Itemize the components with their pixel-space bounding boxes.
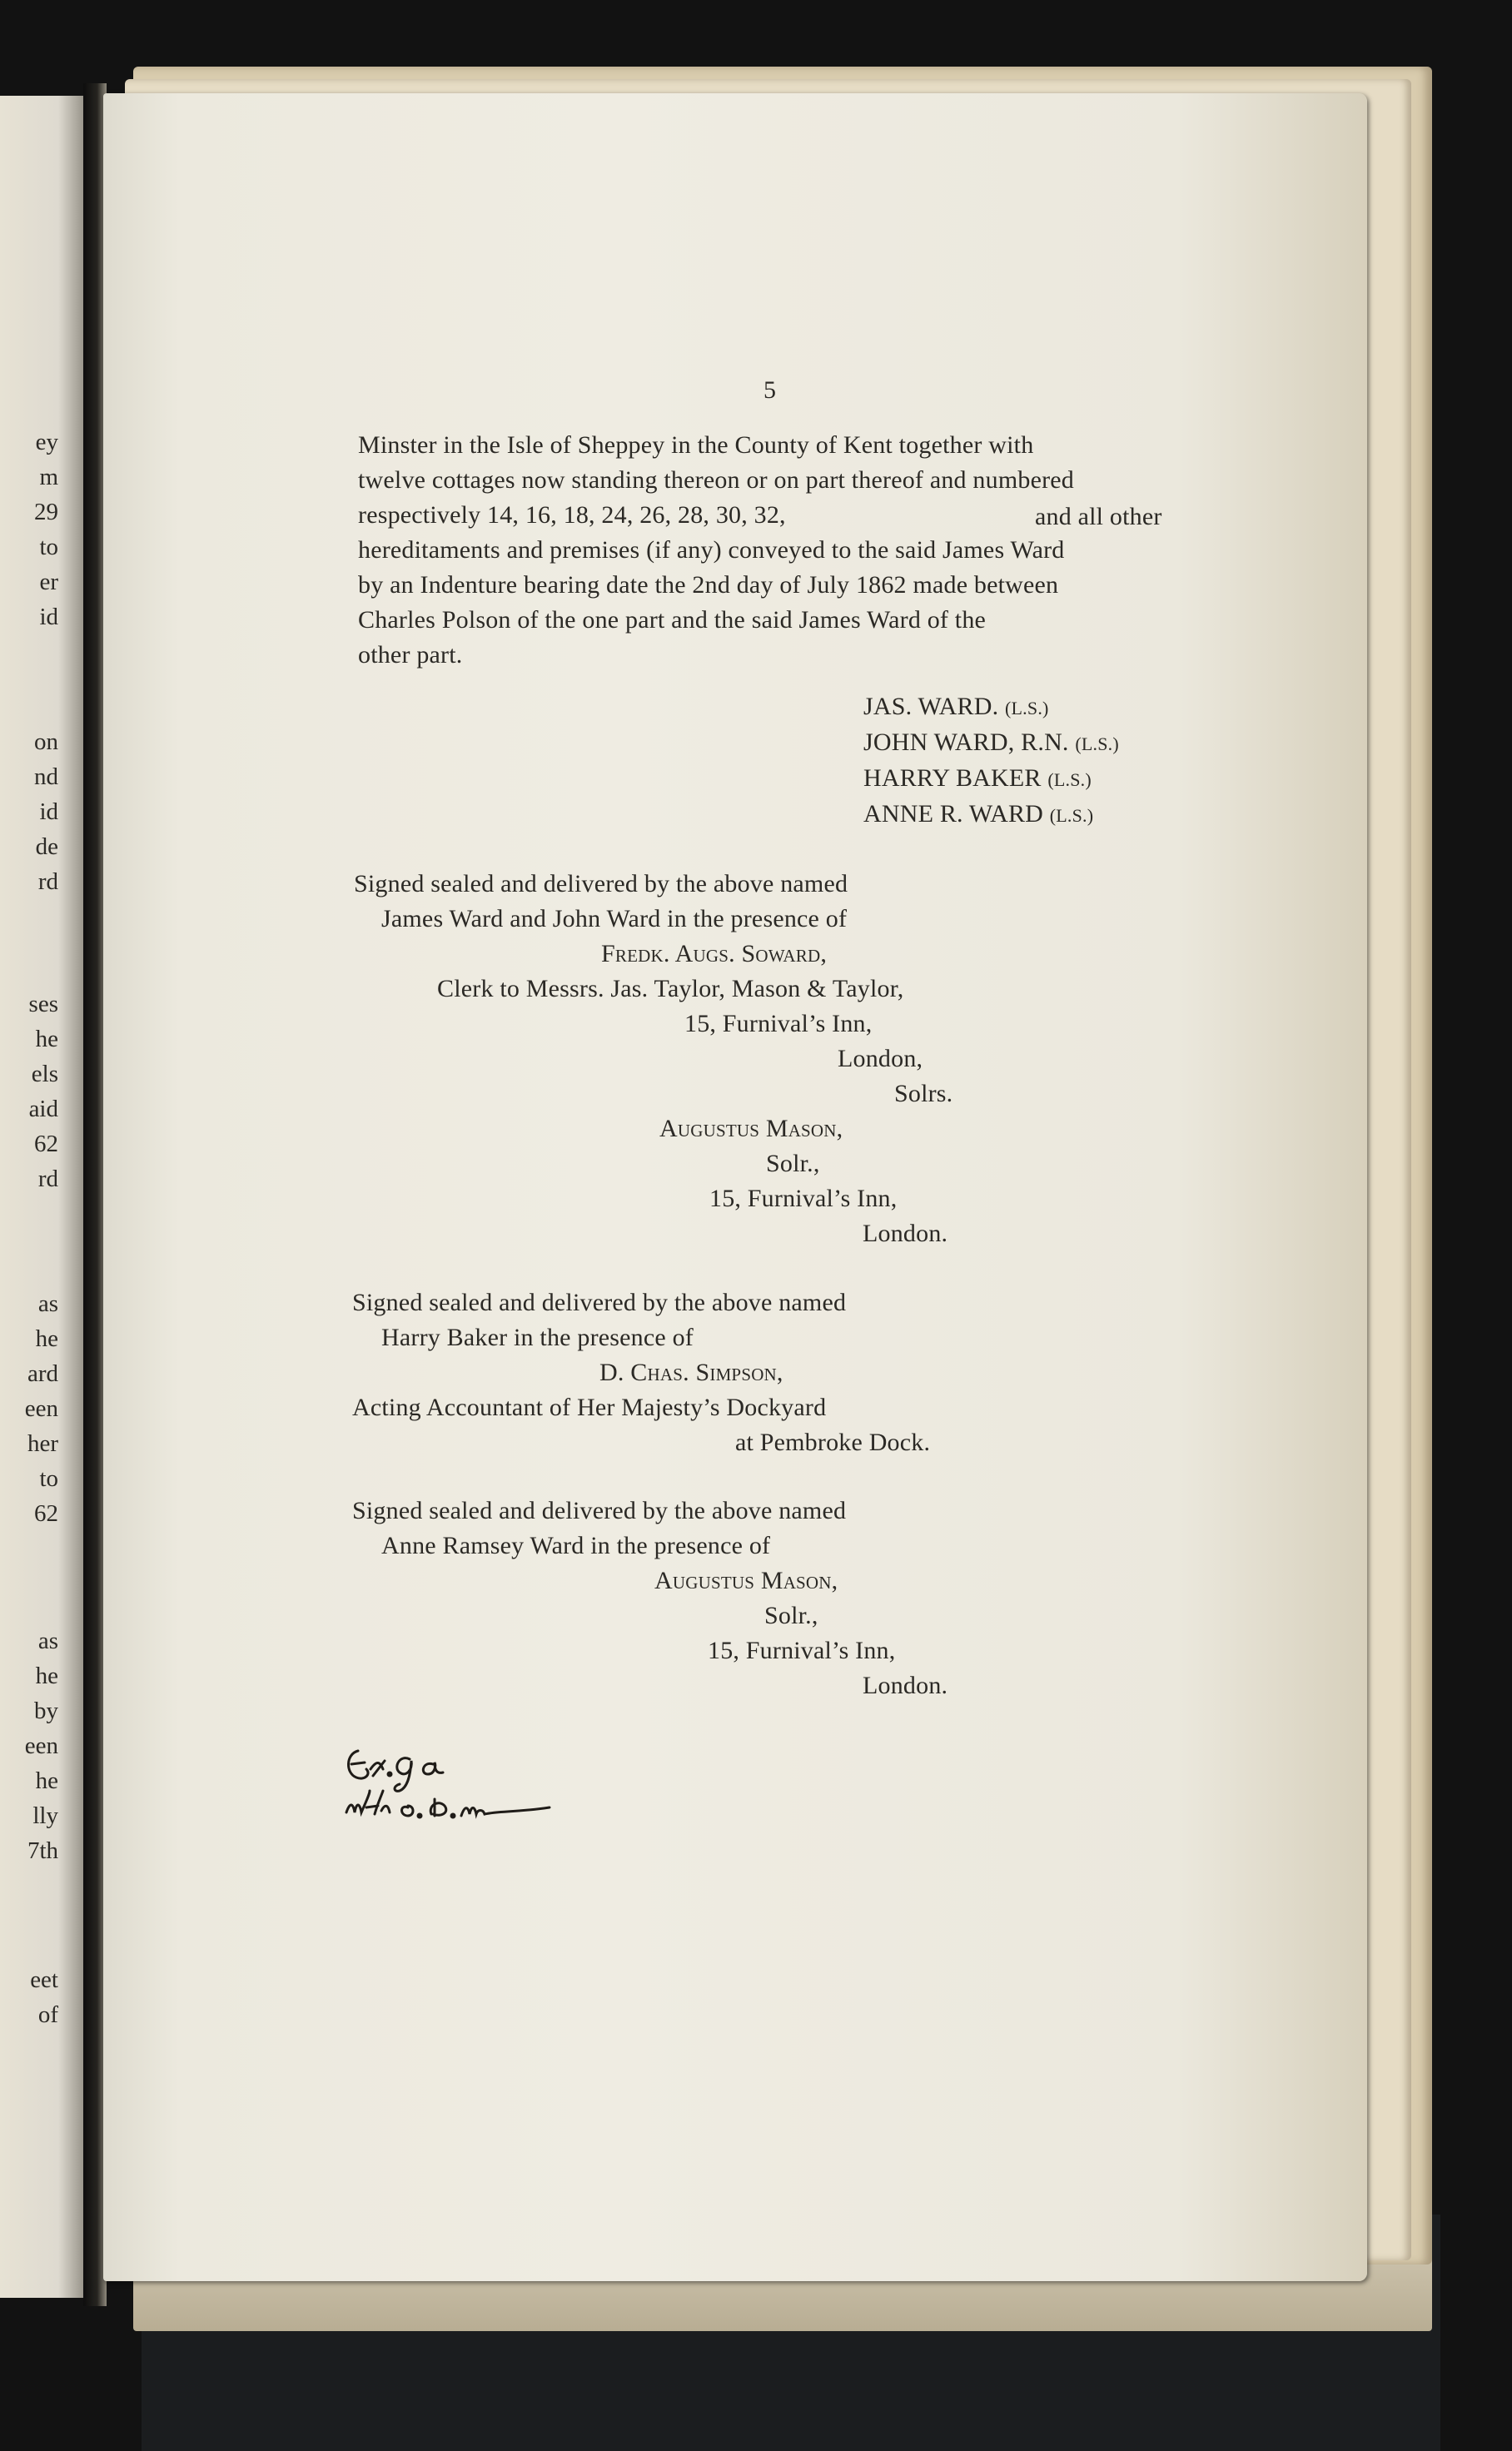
witness-name: Fredk. Augs. Soward, — [601, 940, 828, 967]
attestation-line: 15, Furnival’s Inn, — [709, 1185, 898, 1212]
fragment: as — [37, 1290, 58, 1317]
witness-name: Augustus Mason, — [659, 1115, 843, 1142]
attestation-line: Signed sealed and delivered by the above named — [352, 1289, 847, 1316]
attestation-line: Clerk to Messrs. Jas. Taylor, Mason & Taylor, — [437, 975, 904, 1002]
fragment: 62 — [34, 1131, 58, 1157]
fragment: 29 — [34, 499, 58, 525]
fragment: ard — [27, 1360, 58, 1387]
fragment: ses — [28, 991, 58, 1017]
fragment: to — [39, 534, 58, 560]
fragment: of — [37, 2001, 58, 2028]
witness-name: D. Chas. Simpson, — [599, 1359, 783, 1386]
body-line: other part. — [358, 641, 463, 669]
fragment: m — [39, 464, 58, 490]
attestation-line: Signed sealed and delivered by the above named — [354, 870, 848, 897]
attestation-line: James Ward and John Ward in the presence of — [381, 905, 848, 932]
fragment: er — [39, 569, 58, 595]
fragment: as — [37, 1628, 58, 1654]
body-line: by an Indenture bearing date the 2nd day of July 1862 made between — [358, 571, 1059, 599]
signatory — [863, 693, 1049, 721]
signatory-name: HARRY BAKER — [863, 764, 1042, 792]
body-line: Charles Polson of the one part and the said James Ward of the — [358, 606, 987, 634]
attestation-line: Signed sealed and delivered by the above named — [352, 1497, 847, 1524]
handwritten-note — [341, 1736, 558, 1827]
attestation-line: Anne Ramsey Ward in the presence of — [381, 1532, 771, 1559]
attestation-line: 15, Furnival’s Inn, — [684, 1010, 873, 1037]
fragment: ey — [35, 429, 58, 455]
page-number: 5 — [763, 376, 777, 404]
attestation-line: Acting Accountant of Her Majesty’s Dockyard — [352, 1394, 827, 1421]
signatory-name: JOHN WARD, R.N. — [863, 728, 1069, 756]
attestation-line: Solrs. — [894, 1080, 953, 1107]
attestation-line: at Pembroke Dock. — [735, 1429, 931, 1456]
seal-mark: (L.S.) — [1005, 698, 1049, 718]
fragment: he — [35, 1026, 58, 1052]
body-line: respectively 14, 16, 18, 24, 26, 28, 30, 32, — [358, 501, 786, 529]
attestation-line: London. — [863, 1672, 948, 1699]
body-line: hereditaments and premises (if any) conveyed to the said James Ward — [358, 536, 1065, 564]
fragment: lly — [32, 1802, 58, 1829]
attestation-line: London, — [838, 1045, 923, 1072]
attestation-line: Harry Baker in the presence of — [381, 1324, 694, 1351]
witness-name: Augustus Mason, — [654, 1567, 838, 1594]
signatory — [863, 728, 1119, 757]
signatory-name: JAS. WARD. — [863, 693, 999, 720]
body-line: and all other — [1035, 503, 1162, 530]
fragment: een — [24, 1733, 58, 1759]
fragment: een — [24, 1395, 58, 1422]
fragment: aid — [28, 1096, 58, 1122]
fragment: 7th — [27, 1837, 58, 1864]
fragment: 62 — [34, 1500, 58, 1527]
fragment: rd — [37, 868, 58, 895]
fragment: her — [27, 1430, 58, 1457]
fragment: by — [34, 1698, 58, 1724]
fragment: id — [39, 604, 58, 630]
seal-mark: (L.S.) — [1047, 769, 1092, 790]
fragment: nd — [34, 763, 58, 790]
attestation-line: 15, Furnival’s Inn, — [708, 1637, 896, 1664]
signatory — [863, 800, 1093, 828]
fragment: els — [31, 1061, 58, 1087]
body-line: Minster in the Isle of Sheppey in the County of Kent together with — [358, 431, 1034, 459]
fragment: to — [39, 1465, 58, 1492]
fragment: he — [35, 1325, 58, 1352]
seal-mark: (L.S.) — [1049, 805, 1094, 826]
attestation-line: Solr., — [766, 1150, 820, 1177]
attestation-line: Solr., — [764, 1602, 818, 1629]
body-line: twelve cottages now standing thereon or on part thereof and numbered — [358, 466, 1074, 494]
fragment: he — [35, 1767, 58, 1794]
seal-mark: (L.S.) — [1075, 733, 1119, 754]
signatory — [863, 764, 1092, 793]
fragment: rd — [37, 1166, 58, 1192]
fragment: de — [35, 833, 58, 860]
fragment: id — [39, 798, 58, 825]
fragment: eet — [30, 1966, 58, 1993]
fragment: on — [34, 728, 58, 755]
fragment: he — [35, 1663, 58, 1689]
signatory-name: ANNE R. WARD — [863, 800, 1044, 828]
facing-page-text-fragments — [0, 96, 83, 2298]
attestation-line: London. — [863, 1220, 948, 1247]
